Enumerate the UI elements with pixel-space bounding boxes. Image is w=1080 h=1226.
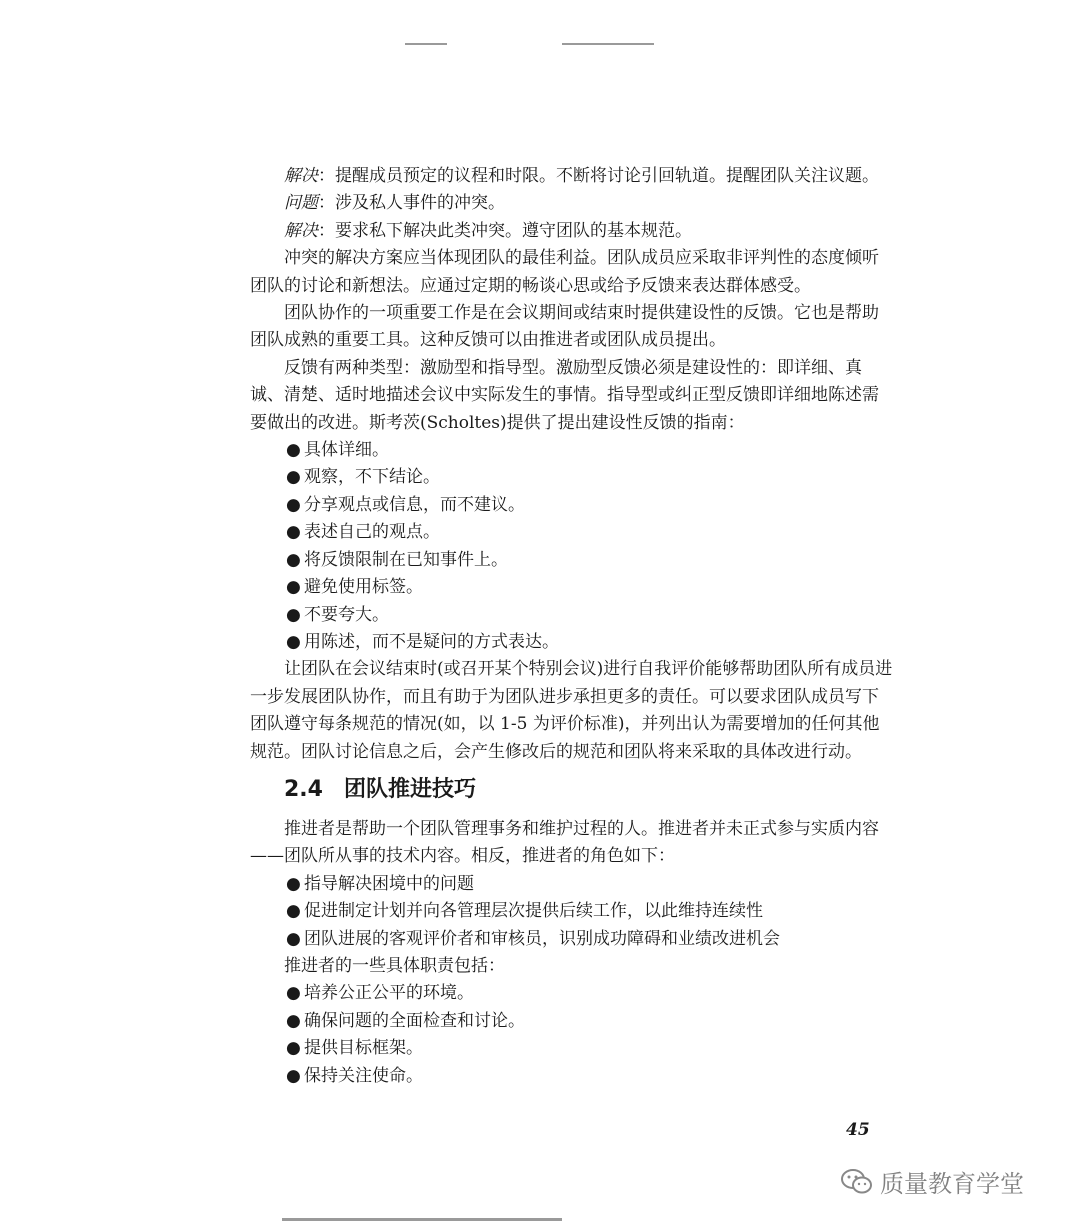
list-item: ● 避免使用标签。 (250, 574, 895, 601)
list-item: ● 用陈述，而不是疑问的方式表达。 (250, 629, 895, 656)
bullet-icon: ● (286, 873, 301, 894)
paragraph-self-evaluation: 让团队在会议结束时(或召开某个特别会议)进行自我评价能够帮助团队所有成员进一步发展团队协作，而且有助于为团队进步承担更多的责任。可以要求团队成员写下团队遵守每条规范的情况(如，以 1-5 为评价标准)，并列出认为需要增加的任何其他规范。团队讨论信息之后，会产生修改后的规范和团队将来采取的具体改进行动。 (250, 659, 893, 762)
qa-text: ：提醒成员预定的议程和时限。不断将讨论引回轨道。提醒团队关注议题。 (318, 166, 879, 186)
paragraph-feedback-types: 反馈有两种类型：激励型和指导型。激励型反馈必须是建设性的：即详细、真诚、清楚、适时地描述会议中实际发生的事情。指导型或纠正型反馈即详细地陈述需要做出的改进。斯考茨(Scholtes)提供了提出建设性反馈的指南： (250, 357, 879, 433)
bullet-icon: ● (286, 631, 301, 652)
section-number: 2.4 (284, 776, 323, 802)
facilitator-roles-list (250, 871, 895, 953)
list-item: ● 团队进展的客观评价者和审核员，识别成功障碍和业绩改进机会 (250, 926, 895, 953)
bullet-icon: ● (286, 928, 301, 949)
list-item: ● 确保问题的全面检查和讨论。 (250, 1008, 895, 1035)
paragraph-facilitator-role: 推进者是帮助一个团队管理事务和维护过程的人。推进者并未正式参与实质内容——团队所从事的技术内容。相反，推进者的角色如下： (250, 818, 879, 867)
qa-tag: 问题 (284, 193, 318, 214)
list-item: ● 将反馈限制在已知事件上。 (250, 547, 895, 574)
feedback-guidelines-list (250, 437, 895, 656)
watermark-text: 质量教育学堂 (880, 1170, 1024, 1198)
paragraph-responsibilities-intro: 推进者的一些具体职责包括： (284, 955, 505, 976)
watermark (840, 1164, 1024, 1199)
list-item: ● 观察，不下结论。 (250, 464, 895, 491)
qa-line-2 (250, 190, 895, 217)
scan-mark-bottom (282, 1218, 562, 1221)
bullet-icon: ● (286, 604, 301, 625)
bullet-icon: ● (286, 549, 301, 570)
list-item: ● 表述自己的观点。 (250, 519, 895, 546)
bullet-icon: ● (286, 1038, 301, 1059)
paragraph-feedback-importance: 团队协作的一项重要工作是在会议期间或结束时提供建设性的反馈。它也是帮助团队成熟的重要工具。这种反馈可以由推进者或团队成员提出。 (250, 303, 879, 351)
bullet-icon: ● (286, 901, 301, 922)
scan-mark-top-right (562, 43, 654, 45)
qa-line-1 (250, 163, 895, 190)
bullet-icon: ● (286, 577, 301, 598)
bullet-icon: ● (286, 522, 301, 543)
bullet-icon: ● (286, 1065, 301, 1086)
qa-text: ：涉及私人事件的冲突。 (318, 193, 505, 214)
bullet-icon: ● (286, 494, 301, 515)
section-title: 团队推进技巧 (344, 776, 477, 802)
page-content (250, 163, 895, 1090)
section-heading (250, 776, 895, 804)
list-item: ● 培养公正公平的环境。 (250, 980, 895, 1007)
qa-line-3 (250, 218, 895, 245)
bullet-icon: ● (286, 1010, 301, 1031)
list-item: ● 提供目标框架。 (250, 1035, 895, 1062)
list-item: ● 分享观点或信息，而不建议。 (250, 492, 895, 519)
list-item: ● 保持关注使命。 (250, 1063, 895, 1090)
list-item: ● 指导解决困境中的问题 (250, 871, 895, 898)
bullet-icon: ● (286, 440, 301, 461)
bullet-icon: ● (286, 983, 301, 1004)
responsibilities-list (250, 980, 895, 1090)
qa-tag: 解决 (284, 220, 318, 241)
list-item: ● 促进制定计划并向各管理层次提供后续工作，以此维持连续性 (250, 898, 895, 925)
paragraph-conflict: 冲突的解决方案应当体现团队的最佳利益。团队成员应采取非评判性的态度倾听团队的讨论和新想法。应通过定期的畅谈心思或给予反馈来表达群体感受。 (250, 248, 879, 296)
list-item: ● 具体详细。 (250, 437, 895, 464)
wechat-icon (840, 1168, 874, 1196)
page-number: 45 (846, 1120, 870, 1140)
qa-text: ：要求私下解决此类冲突。遵守团队的基本规范。 (318, 220, 692, 241)
qa-tag: 解决 (284, 166, 318, 186)
list-item: ● 不要夸大。 (250, 602, 895, 629)
bullet-icon: ● (286, 467, 301, 488)
scan-mark-top-left (405, 43, 447, 45)
